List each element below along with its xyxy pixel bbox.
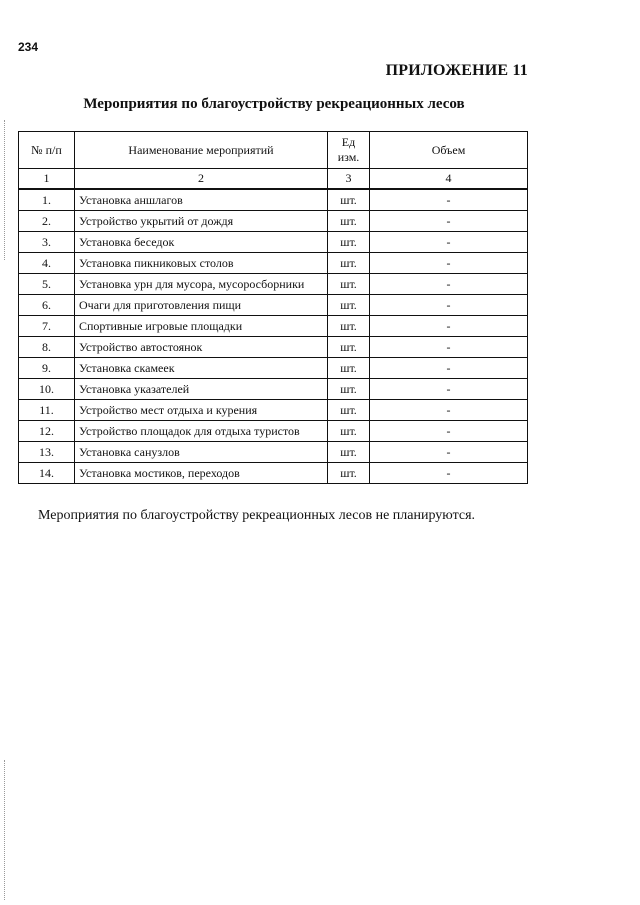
scan-margin-mark: [4, 760, 7, 900]
row-number: 7.: [19, 316, 75, 337]
document-title: Мероприятия по благоустройству рекреационных лесов: [83, 96, 465, 112]
measure-unit: шт.: [328, 189, 370, 211]
measure-unit: шт.: [328, 274, 370, 295]
measure-volume: -: [370, 253, 528, 274]
row-number: 13.: [19, 442, 75, 463]
measure-volume: -: [370, 421, 528, 442]
header-volume: Объем: [370, 132, 528, 169]
measure-volume: -: [370, 337, 528, 358]
measure-volume: -: [370, 316, 528, 337]
table-row: [19, 295, 528, 316]
measure-name: Очаги для приготовления пищи: [75, 295, 328, 316]
footnote-text: Мероприятия по благоустройству рекреационных лесов не планируются.: [38, 508, 476, 523]
measure-unit: шт.: [328, 337, 370, 358]
table-row: [19, 421, 528, 442]
measure-name: Установка санузлов: [75, 442, 328, 463]
measure-name: Установка скамеек: [75, 358, 328, 379]
measure-volume: -: [370, 295, 528, 316]
measure-volume: -: [370, 211, 528, 232]
measure-name: Установка урн для мусора, мусоросборники: [75, 274, 328, 295]
row-number: 14.: [19, 463, 75, 484]
measure-name: Установка пикниковых столов: [75, 253, 328, 274]
measures-table: [18, 131, 528, 484]
row-number: 11.: [19, 400, 75, 421]
table-row: [19, 379, 528, 400]
measure-volume: -: [370, 189, 528, 211]
column-number: 1: [19, 169, 75, 190]
table-row: [19, 442, 528, 463]
measure-unit: шт.: [328, 379, 370, 400]
header-unit: Ед изм.: [328, 132, 370, 169]
measure-volume: -: [370, 274, 528, 295]
row-number: 6.: [19, 295, 75, 316]
measure-volume: -: [370, 442, 528, 463]
column-number: 2: [75, 169, 328, 190]
measure-unit: шт.: [328, 295, 370, 316]
column-number: 4: [370, 169, 528, 190]
measure-name: Устройство мест отдыха и курения: [75, 400, 328, 421]
table-row: [19, 211, 528, 232]
appendix-label: ПРИЛОЖЕНИЕ 11: [385, 62, 528, 79]
measure-unit: шт.: [328, 421, 370, 442]
measure-name: Установка указателей: [75, 379, 328, 400]
measure-unit: шт.: [328, 400, 370, 421]
table-row: [19, 274, 528, 295]
row-number: 8.: [19, 337, 75, 358]
row-number: 10.: [19, 379, 75, 400]
measure-name: Установка аншлагов: [75, 189, 328, 211]
header-name: Наименование мероприятий: [75, 132, 328, 169]
scan-margin-mark: [4, 120, 7, 260]
measure-name: Установка беседок: [75, 232, 328, 253]
row-number: 12.: [19, 421, 75, 442]
page-number: 234: [18, 40, 39, 54]
measure-name: Устройство укрытий от дождя: [75, 211, 328, 232]
row-number: 9.: [19, 358, 75, 379]
row-number: 5.: [19, 274, 75, 295]
measure-volume: -: [370, 463, 528, 484]
measure-name: Спортивные игровые площадки: [75, 316, 328, 337]
measure-unit: шт.: [328, 211, 370, 232]
table-header-row: [19, 132, 528, 169]
table-row: [19, 189, 528, 211]
measure-volume: -: [370, 232, 528, 253]
measure-unit: шт.: [328, 463, 370, 484]
row-number: 1.: [19, 189, 75, 211]
measure-unit: шт.: [328, 232, 370, 253]
table-row: [19, 337, 528, 358]
row-number: 3.: [19, 232, 75, 253]
measure-volume: -: [370, 400, 528, 421]
measure-unit: шт.: [328, 442, 370, 463]
row-number: 2.: [19, 211, 75, 232]
measure-name: Устройство площадок для отдыха туристов: [75, 421, 328, 442]
measure-unit: шт.: [328, 253, 370, 274]
measure-unit: шт.: [328, 358, 370, 379]
table-row: [19, 358, 528, 379]
column-numbers-row: [19, 169, 528, 190]
table-row: [19, 316, 528, 337]
measure-unit: шт.: [328, 316, 370, 337]
table-row: [19, 400, 528, 421]
table-row: [19, 232, 528, 253]
measure-volume: -: [370, 379, 528, 400]
table-row: [19, 253, 528, 274]
row-number: 4.: [19, 253, 75, 274]
header-number: № п/п: [19, 132, 75, 169]
measure-name: Установка мостиков, переходов: [75, 463, 328, 484]
measure-name: Устройство автостоянок: [75, 337, 328, 358]
table-row: [19, 463, 528, 484]
column-number: 3: [328, 169, 370, 190]
measure-volume: -: [370, 358, 528, 379]
